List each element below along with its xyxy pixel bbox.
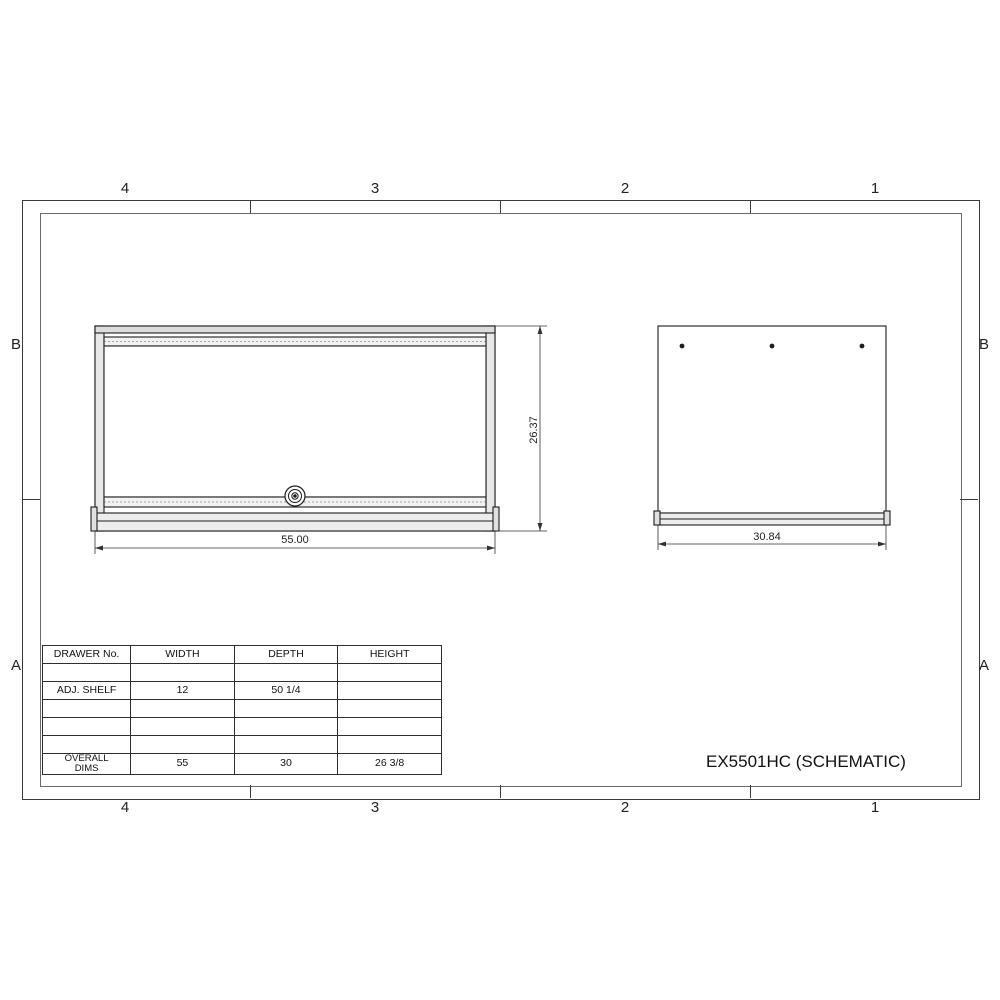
cell-height — [338, 664, 442, 682]
zone-tick-top-3 — [750, 200, 751, 213]
cell-depth — [234, 736, 338, 754]
cell-overall-label — [43, 754, 131, 775]
front-height-dimension-label: 26.37 — [528, 416, 540, 444]
cell-width: 12 — [131, 682, 235, 700]
zone-label-bottom-3: 3 — [370, 799, 380, 816]
cell-height — [338, 682, 442, 700]
lock-icon — [285, 486, 305, 506]
table-header-height: HEIGHT — [338, 646, 442, 664]
zone-label-top-1: 1 — [870, 180, 880, 197]
cell-overall-depth: 30 — [234, 754, 338, 775]
zone-tick-bottom-1 — [250, 785, 251, 798]
side-width-dimension-label: 30.84 — [753, 531, 781, 543]
cell-height — [338, 718, 442, 736]
cell-height — [338, 736, 442, 754]
table-row — [43, 682, 442, 700]
zone-label-left-b: B — [10, 336, 21, 353]
cell-depth — [234, 700, 338, 718]
zone-label-top-2: 2 — [620, 180, 630, 197]
zone-label-top-4: 4 — [120, 180, 130, 197]
table-row-overall — [43, 754, 442, 775]
cell-drawer-no — [43, 736, 131, 754]
table-header-drawer-no: DRAWER No. — [43, 646, 131, 664]
table-header-width: WIDTH — [131, 646, 235, 664]
zone-tick-right-1 — [960, 499, 978, 500]
cell-width — [131, 664, 235, 682]
cell-height — [338, 700, 442, 718]
cell-overall-height: 26 3/8 — [338, 754, 442, 775]
zone-tick-bottom-3 — [750, 785, 751, 798]
cell-depth — [234, 718, 338, 736]
zone-label-top-3: 3 — [370, 180, 380, 197]
table-row — [43, 664, 442, 682]
cell-drawer-no — [43, 700, 131, 718]
table-row — [43, 718, 442, 736]
cell-depth — [234, 664, 338, 682]
part-number-title: EX5501HC (SCHEMATIC) — [706, 752, 906, 771]
front-width-dimension-label: 55.00 — [281, 534, 309, 546]
cell-depth: 50 1/4 — [234, 682, 338, 700]
cell-overall-width: 55 — [131, 754, 235, 775]
cell-drawer-no — [43, 664, 131, 682]
cell-width — [131, 736, 235, 754]
table-row — [43, 700, 442, 718]
zone-tick-top-2 — [500, 200, 501, 213]
table-header-depth: DEPTH — [234, 646, 338, 664]
dimension-table — [42, 645, 442, 775]
zone-label-bottom-1: 1 — [870, 799, 880, 816]
zone-tick-top-1 — [250, 200, 251, 213]
overall-label-line1: OVERALL — [64, 753, 109, 764]
zone-tick-bottom-2 — [500, 785, 501, 798]
zone-label-bottom-4: 4 — [120, 799, 130, 816]
zone-label-left-a: A — [10, 657, 21, 674]
zone-tick-left-1 — [22, 499, 40, 500]
table-row — [43, 736, 442, 754]
zone-label-bottom-2: 2 — [620, 799, 630, 816]
cell-width — [131, 700, 235, 718]
zone-label-right-b: B — [978, 336, 989, 353]
cell-drawer-no — [43, 718, 131, 736]
cell-width — [131, 718, 235, 736]
cell-drawer-no: ADJ. SHELF — [43, 682, 131, 700]
table-header-row — [43, 646, 442, 664]
overall-label-line2: DIMS — [74, 762, 99, 774]
zone-label-right-a: A — [978, 657, 989, 674]
